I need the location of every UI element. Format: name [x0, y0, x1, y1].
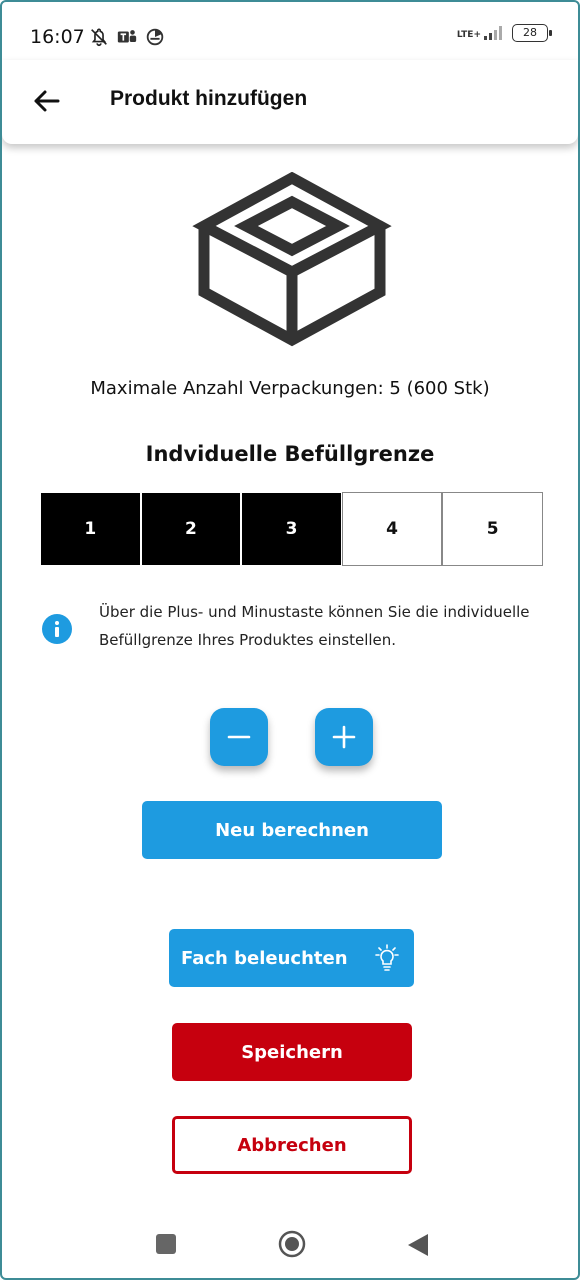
fill-limit-segment-1[interactable]: 1 [40, 492, 141, 566]
plus-button[interactable] [315, 708, 373, 766]
app-bar [2, 60, 578, 144]
status-icons [88, 26, 166, 48]
cancel-button[interactable] [172, 1116, 412, 1174]
battery-icon [512, 24, 548, 42]
home-icon[interactable] [278, 1230, 306, 1258]
muted-notification-icon [88, 26, 110, 48]
save-button[interactable] [172, 1023, 412, 1081]
status-time: 16:07 [30, 26, 85, 48]
page-title: Produkt hinzufügen [110, 87, 308, 110]
max-packages-info: Maximale Anzahl Verpackungen: 5 (600 Stk) [90, 378, 490, 399]
minus-icon [226, 724, 252, 750]
info-icon [42, 614, 72, 644]
status-right [457, 24, 548, 42]
recalculate-label: Neu berechnen [215, 819, 369, 841]
lightbulb-icon [372, 943, 402, 973]
arrow-left-icon[interactable] [30, 84, 64, 118]
data-saver-icon [144, 26, 166, 48]
fill-limit-segment-5[interactable]: 5 [442, 492, 543, 566]
hint-text: Über die Plus- und Minustaste können Sie die individuelle Befüllgrenze Ihres Produktes einstellen. [99, 603, 530, 649]
cancel-label: Abbrechen [237, 1134, 347, 1156]
recent-apps-icon[interactable] [156, 1234, 176, 1254]
teams-icon [116, 26, 138, 48]
signal-icon [484, 26, 502, 40]
system-nav-bar [2, 1212, 578, 1278]
plus-icon [331, 724, 357, 750]
minus-button[interactable] [210, 708, 268, 766]
network-type: LTE+ [456, 30, 481, 40]
fill-limit-selector [40, 492, 543, 566]
save-label: Speichern [241, 1041, 343, 1063]
fill-limit-segment-2[interactable]: 2 [141, 492, 242, 566]
fill-limit-title: Indviduelle Befüllgrenze [145, 442, 435, 466]
fill-limit-segment-3[interactable]: 3 [241, 492, 342, 566]
light-compartment-label: Fach beleuchten [181, 947, 348, 969]
back-triangle-icon[interactable] [406, 1232, 430, 1258]
light-compartment-button[interactable] [169, 929, 414, 987]
battery-level: 28 [523, 26, 537, 39]
box-icon [192, 172, 392, 352]
network-indicator [457, 26, 502, 40]
fill-limit-segment-4[interactable]: 4 [342, 492, 443, 566]
recalculate-button[interactable] [142, 801, 442, 859]
